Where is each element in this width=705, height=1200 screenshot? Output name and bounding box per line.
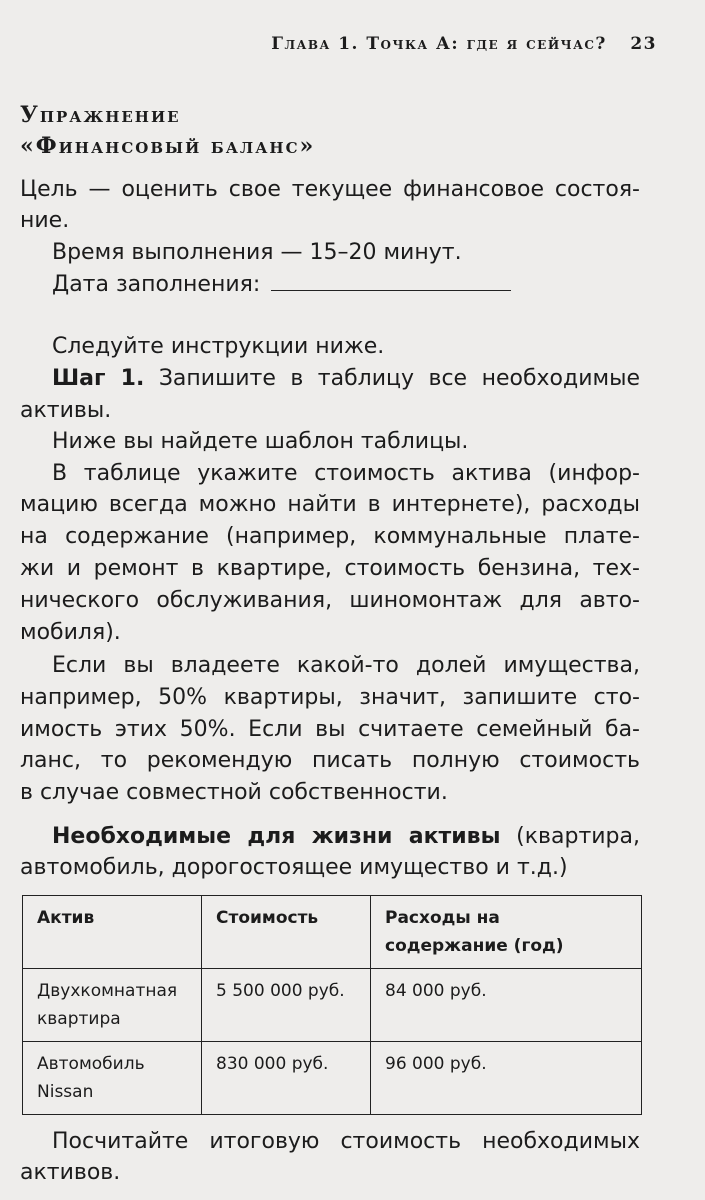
para1-line-2: мацию всегда можно найти в интернете), расходы (20, 492, 640, 517)
step1-cont: активы. (20, 398, 112, 423)
below-line: Ниже вы найдете шаблон таблицы. (52, 429, 469, 454)
necessary-assets-rest: (квартира, (500, 824, 640, 849)
step1-text: Запишите в таблицу все необходимые (144, 366, 641, 391)
table-header-cell: Расходы на содержание (год) (371, 896, 642, 969)
date-line (52, 270, 511, 300)
page-number: 23 (630, 34, 657, 54)
para1-line-6: мобиля). (20, 620, 121, 645)
table-header-cell: Стоимость (202, 896, 371, 969)
para2-line-2: например, 50% квартиры, значит, запишите сто- (20, 685, 640, 710)
para1-line-5: нического обслуживания, шиномонтаж для авто- (20, 588, 640, 613)
para1-line-3: на содержание (например, коммунальные плате- (20, 524, 640, 549)
necessary-assets-heading: Необходимые для жизни активы (52, 824, 501, 849)
para2-line-3: имость этих 50%. Если вы считаете семейный ба- (20, 717, 640, 742)
date-blank-line (271, 272, 511, 291)
date-label: Дата заполнения: (52, 272, 261, 297)
final-line-1: Посчитайте итоговую стоимость необходимых (52, 1129, 640, 1154)
para1-line-1: В таблице укажите стоимость актива (инфор- (52, 461, 640, 486)
table-header-cell: Актив (23, 896, 202, 969)
table-cell: 830 000 руб. (202, 1042, 371, 1115)
para1-line-4: жи и ремонт в квартире, стоимость бензина, тех- (20, 556, 640, 581)
step1-label: Шаг 1. (52, 366, 145, 391)
final-line-2: активов. (20, 1160, 121, 1185)
table-cell: 96 000 руб. (371, 1042, 642, 1115)
running-header (271, 34, 657, 54)
table-cell: 5 500 000 руб. (202, 969, 371, 1042)
table-cell: 84 000 руб. (371, 969, 642, 1042)
time-line: Время выполнения — 15–20 минут. (52, 240, 462, 265)
goal-line-1: Цель — оценить свое текущее финансовое состоя- (20, 177, 640, 202)
exercise-title-line2: «Финансовый баланс» (20, 133, 316, 159)
para2-line-1: Если вы владеете какой-то долей имущества, (52, 653, 640, 678)
step1-line (52, 364, 640, 394)
table-header-row (23, 896, 642, 969)
necessary-assets-line-2: автомобиль, дорогостоящее имущество и т.д.) (20, 855, 568, 880)
table-cell: Двухкомнатная квартира (23, 969, 202, 1042)
table-row (23, 1042, 642, 1115)
exercise-title-line1: Упражнение (20, 102, 181, 128)
chapter-title: Глава 1. Точка А: где я сейчас? (271, 34, 607, 54)
table-row (23, 969, 642, 1042)
follow-line: Следуйте инструкции ниже. (52, 334, 385, 359)
para2-line-4: ланс, то рекомендую писать полную стоимость (20, 748, 640, 773)
assets-table (22, 895, 642, 1115)
necessary-assets-line-1 (52, 822, 640, 852)
goal-line-2: ние. (20, 208, 70, 233)
para2-line-5: в случае совместной собственности. (20, 780, 448, 805)
exercise-title (20, 100, 315, 162)
table-cell: Автомобиль Nissan (23, 1042, 202, 1115)
